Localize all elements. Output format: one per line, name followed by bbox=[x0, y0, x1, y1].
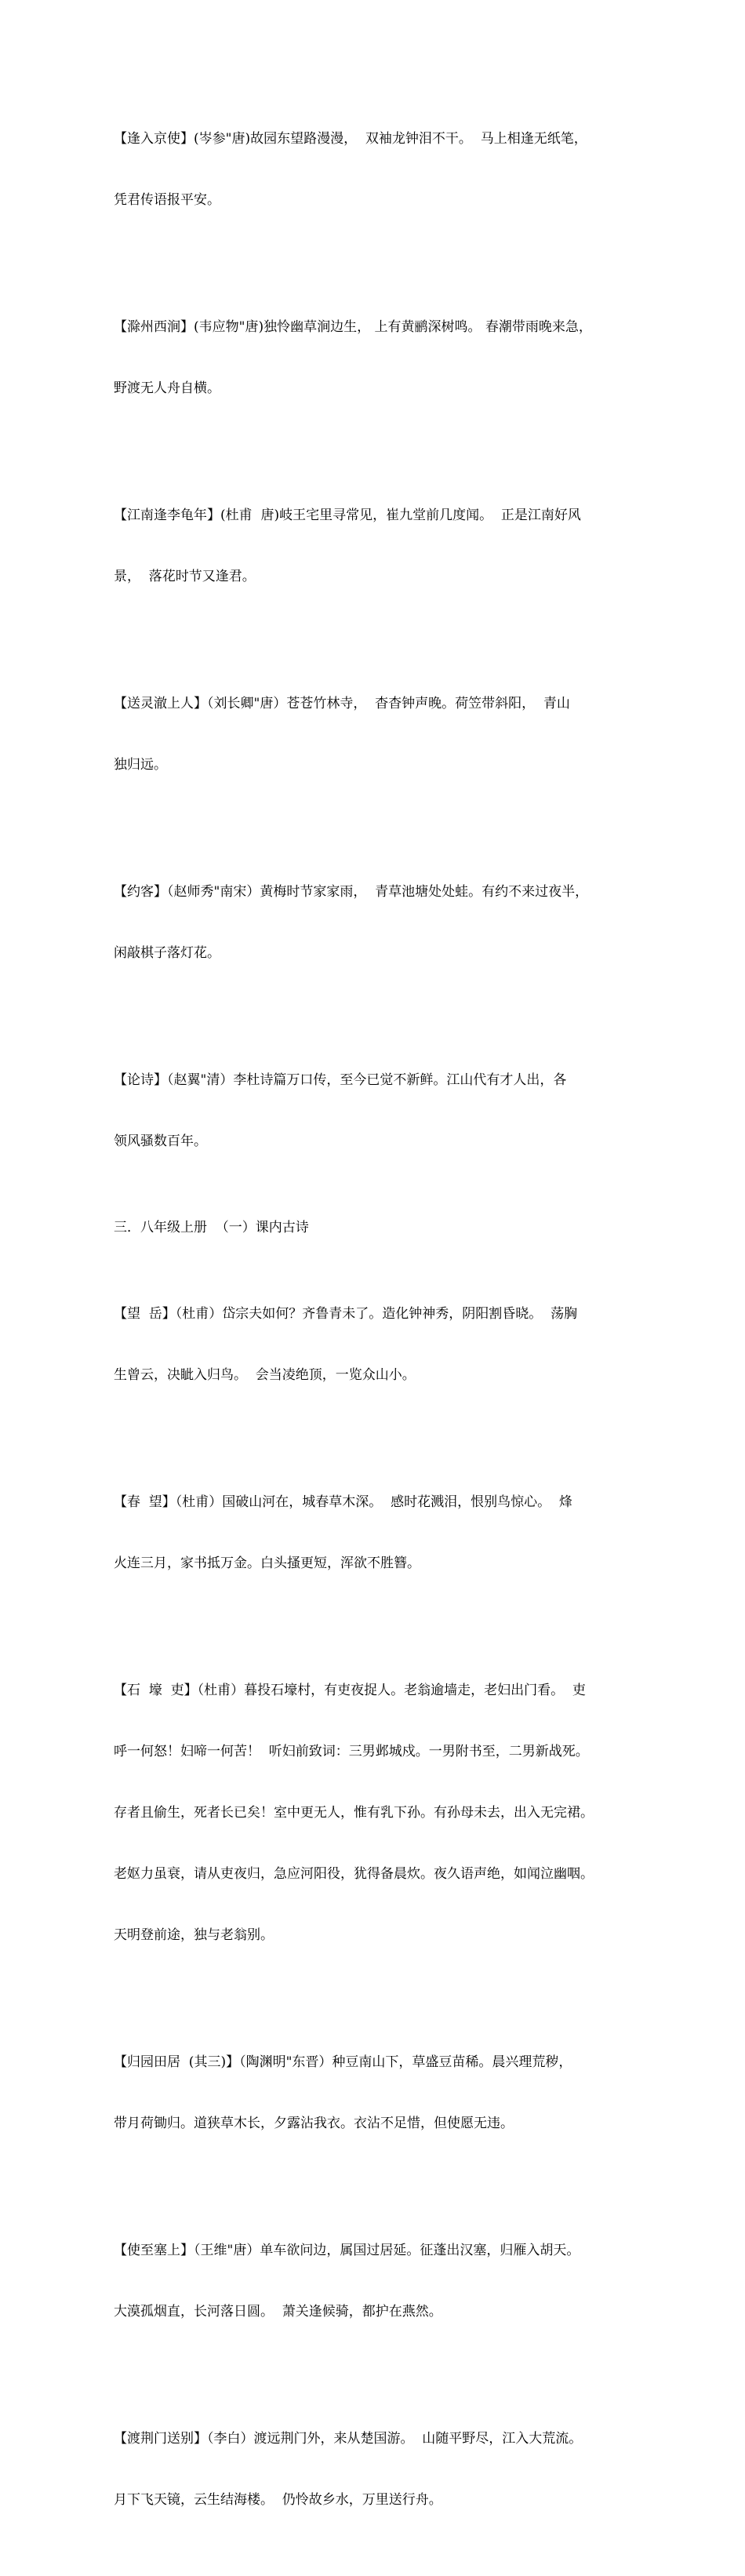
text-line: 【江南逢李龟年】(杜甫 唐)岐王宅里寻常见，崔九堂前几度闻。 正是江南好风 bbox=[114, 508, 581, 523]
poem-paragraph-du-jing-men-song-bie bbox=[114, 2388, 635, 2551]
poem-paragraph-shi-hao-li bbox=[114, 1639, 635, 1986]
text-line: 生曾云，决眦入归鸟。 会当凌绝顶，一览众山小。 bbox=[114, 1367, 416, 1383]
text-line: 【归园田居 (其三)】（陶渊明"东晋）种豆南山下，草盛豆苗稀。晨兴理荒秽， bbox=[114, 2054, 572, 2070]
poem-paragraph-gui-yuan-tian-ju bbox=[114, 2011, 635, 2174]
document-page bbox=[114, 88, 635, 2576]
text-line: 【使至塞上】（王维"唐）单车欲问边，属国过居延。征蓬出汉塞，归雁入胡天。 bbox=[114, 2243, 580, 2258]
text-line: 存者且偷生，死者长已矣！室中更无人，惟有乳下孙。有孙母未去，出入无完裙。 bbox=[114, 1805, 594, 1821]
text-line: 野渡无人舟自横。 bbox=[114, 380, 220, 396]
text-line: 大漠孤烟直，长河落日圆。 萧关逢候骑，都护在燕然。 bbox=[114, 2304, 442, 2319]
text-line: 月下飞天镜，云生结海楼。 仍怜故乡水，万里送行舟。 bbox=[114, 2492, 442, 2508]
text-line: 【石 壕 吏】（杜甫）暮投石壕村，有吏夜捉人。老翁逾墙走，老妇出门看。 吏 bbox=[114, 1683, 586, 1698]
text-line: 【逢入京使】(岑参"唐)故园东望路漫漫， 双袖龙钟泪不干。 马上相逢无纸笔， bbox=[114, 131, 587, 147]
text-line: 【论诗】（赵翼"清）李杜诗篇万口传，至今已觉不新鲜。江山代有才人出，各 bbox=[114, 1072, 567, 1088]
poem-paragraph-wang-yue bbox=[114, 1263, 635, 1426]
poem-paragraph-chu-zhou-xi-jian bbox=[114, 276, 635, 439]
text-line: 领风骚数百年。 bbox=[114, 1133, 207, 1149]
text-line: 【春 望】（杜甫）国破山河在，城春草木深。 感时花溅泪，恨别鸟惊心。 烽 bbox=[114, 1494, 572, 1510]
poem-paragraph-feng-ru-jing-shi bbox=[114, 88, 635, 251]
text-line: 呼一何怒！妇啼一何苦！ 听妇前致词：三男邺城戍。一男附书至，二男新战死。 bbox=[114, 1744, 589, 1759]
text-line: 【送灵澈上人】（刘长卿"唐）苍苍竹林寺， 杳杳钟声晚。荷笠带斜阳， 青山 bbox=[114, 696, 570, 711]
text-line: 【渡荆门送别】（李白）渡远荆门外，来从楚国游。 山随平野尽，江入大荒流。 bbox=[114, 2431, 583, 2447]
poem-paragraph-yue-ke bbox=[114, 841, 635, 1004]
text-line: 凭君传语报平安。 bbox=[114, 192, 220, 208]
text-line: 【望 岳】（杜甫）岱宗夫如何？齐鲁青未了。造化钟神秀，阴阳割昏晓。 荡胸 bbox=[114, 1306, 578, 1322]
poem-paragraph-jiang-nan-feng-li-gui-nian bbox=[114, 464, 635, 628]
poem-paragraph-song-ling-che-shang-ren bbox=[114, 653, 635, 816]
text-line: 天明登前途，独与老翁别。 bbox=[114, 1927, 274, 1943]
text-line: 火连三月，家书抵万金。白头搔更短，浑欲不胜簪。 bbox=[114, 1555, 420, 1571]
text-line: 【约客】（赵师秀"南宋）黄梅时节家家雨， 青草池塘处处蛙。有约不来过夜半， bbox=[114, 884, 589, 900]
text-line: 【滁州西涧】(韦应物"唐)独怜幽草涧边生， 上有黄鹂深树鸣。 春潮带雨晚来急， bbox=[114, 319, 592, 335]
poem-paragraph-shi-zhi-sai-shang bbox=[114, 2199, 635, 2363]
section-heading: 三．八年级上册 （一）课内古诗 bbox=[114, 1220, 309, 1235]
text-line: 老妪力虽衰，请从吏夜归，急应河阳役，犹得备晨炊。夜久语声绝，如闻泣幽咽。 bbox=[114, 1866, 594, 1882]
text-line: 景， 落花时节又逢君。 bbox=[114, 569, 256, 584]
text-line: 闲敲棋子落灯花。 bbox=[114, 945, 220, 961]
poem-paragraph-chun-wang bbox=[114, 1451, 635, 1614]
poem-paragraph-lun-shi bbox=[114, 1029, 635, 1192]
text-line: 带月荷锄归。道狭草木长，夕露沾我衣。衣沾不足惜，但使愿无违。 bbox=[114, 2116, 514, 2131]
text-line: 独归远。 bbox=[114, 757, 167, 773]
